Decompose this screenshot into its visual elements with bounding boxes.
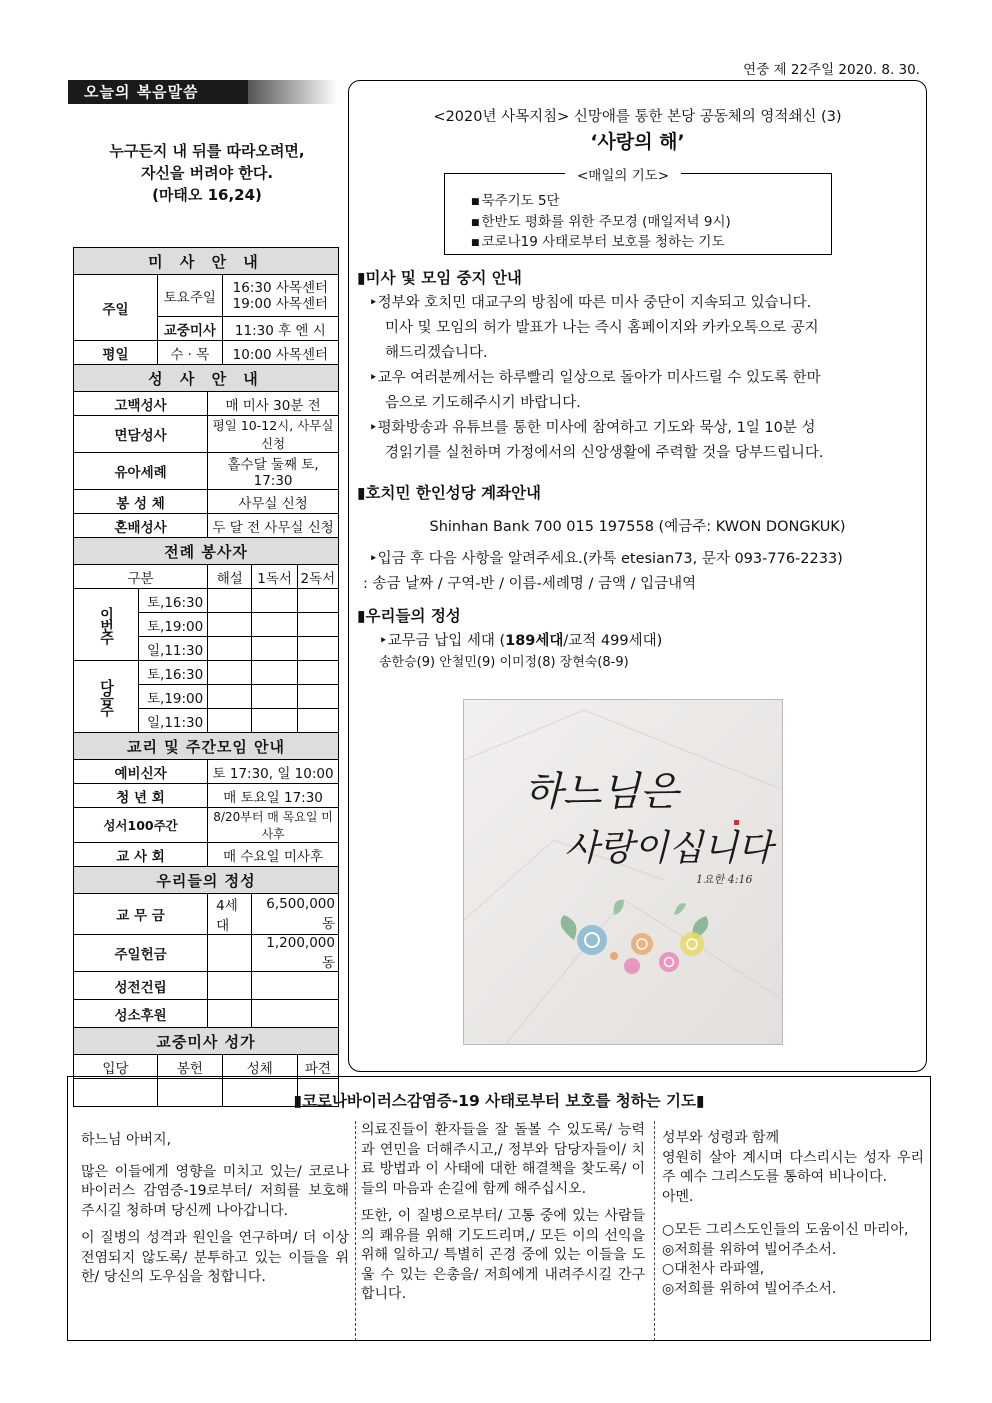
server-slot: 토,19:00	[139, 685, 208, 709]
daily-prayer-box	[444, 168, 832, 255]
block-bullet-icon: ▮	[357, 484, 366, 502]
triangle-bullet-icon: ‣	[369, 295, 378, 311]
sunday-label: 주일	[74, 275, 158, 341]
servers-header: 해설	[208, 565, 252, 589]
sacrament-value: 홀수달 둘째 토, 17:30	[208, 453, 339, 490]
hymn-header: 성체	[222, 1055, 297, 1079]
list-item: ■ 묵주기도 5단	[471, 193, 560, 209]
hymns-section-title: 교중미사 성가	[74, 1028, 339, 1055]
servers-section-title: 전례 봉사자	[74, 538, 339, 565]
next-week-label: 다음주	[74, 661, 139, 733]
server-slot: 일,11:30	[139, 637, 208, 661]
prayer-column-3: 성부와 성령과 함께 영원히 살아 계시며 다스리시는 성자 우리 주 예수 그리스도를 통하여 비나이다. 아멘. ○모든 그리스도인들의 도움이신 마리아, ◎저희를 위하여 빌어주소서. ○대천사 라파엘, ◎저희를 위하여 빌어주소서.	[662, 1130, 924, 1297]
triangle-bullet-icon: ‣	[369, 551, 378, 567]
server-slot: 토,16:30	[139, 589, 208, 613]
hymn-header: 파견	[297, 1055, 338, 1079]
list-item: ■ 코로나19 사태로부터 보호를 청하는 기도	[471, 234, 725, 250]
gospel-line-1: 누구든지 내 뒤를 따라오려면,	[109, 142, 305, 160]
triangle-bullet-icon: ‣	[369, 370, 378, 386]
servers-header: 1독서	[252, 565, 297, 589]
weekday-days: 수 · 목	[157, 341, 222, 365]
offering-label: 주일헌금	[74, 935, 208, 972]
triangle-bullet-icon: ‣	[379, 633, 388, 649]
block-bullet-icon: ▮	[357, 607, 366, 625]
sacraments-section-title: 성 사 안 내	[74, 365, 339, 392]
red-seal-icon	[734, 820, 739, 825]
square-bullet-icon: ■	[471, 197, 480, 207]
column-divider	[355, 1121, 356, 1341]
sat-time-1: 16:30 사목센터	[232, 279, 329, 296]
pastoral-title: <2020년 사목지침> 신망애를 통한 본당 공동체의 영적쇄신 (3)	[433, 109, 842, 125]
offerings-notice: ‣교무금 납입 세대 (189세대/교적 499세대) 송한승(9) 안철민(9) 이미정(8) 장현숙(8-9)	[379, 633, 663, 670]
calligraphy-line-2: 사랑이십니다	[564, 828, 773, 869]
catechism-label: 청 년 회	[74, 784, 208, 808]
parish-mass-label: 교중미사	[157, 317, 222, 341]
offerings-section-title: 우리들의 정성	[74, 867, 339, 894]
weekday-label: 평일	[74, 341, 158, 365]
sacrament-label: 봉 성 체	[74, 490, 208, 514]
sacrament-label: 혼배성사	[74, 514, 208, 538]
server-slot: 토,16:30	[139, 661, 208, 685]
weekday-time: 10:00 사목센터	[222, 341, 338, 365]
catechism-section-title: 교리 및 주간모임 안내	[74, 733, 339, 760]
gospel-line-2: 자신을 버려야 한다.	[140, 164, 274, 182]
prayer-column-2: 의료진들이 환자들을 잘 돌볼 수 있도록/ 능력과 연민을 더해주시고,/ 정부와 담당자들이/ 치료 방법과 이 사태에 대한 해결책을 찾도록/ 이들의 마음과 손길에 함께 해주십시오. 또한, 이 질병으로부터/ 고통 중에 있는 사람들의 쾌유를 위해 기도드리며,/ 모든 이의 선익을 위해 일하고/ 특별히 곤경 중에 있는 이들을 도울 수 있는 은총을/ 저희에게 내려주시길 간구합니다.	[361, 1122, 645, 1302]
section-heading-offerings: ▮우리들의 정성	[357, 607, 461, 625]
catechism-value: 토 17:30, 일 10:00	[208, 760, 339, 784]
mass-notice: ‣정부와 호치민 대교구의 방침에 따른 미사 중단이 지속되고 있습니다. 미사 및 모임의 허가 발표가 나는 즉시 홈페이지와 카카오톡으로 공지 해드리겠습니다. ‣교우 여러분께서는 하루빨리 일상으로 돌아가 미사드릴 수 있도록 한마 음으로 기도해주시기 바랍니다. ‣평화방송과 유튜브를 통한 미사에 참여하고 기도와 묵상, 1일 10분 성 경읽기를 실천하며 가정에서의 신앙생활에 주력할 것을 당부드립니다.	[369, 295, 824, 461]
servers-header: 2독서	[297, 565, 338, 589]
catechism-label: 예비신자	[74, 760, 208, 784]
gospel-banner-label: 오늘의 복음말씀	[68, 80, 248, 104]
hymn-header: 입당	[74, 1055, 158, 1079]
servers-header: 구분	[74, 565, 208, 589]
triangle-bullet-icon: ‣	[369, 420, 378, 436]
calligraphy-artwork	[464, 700, 783, 1045]
offering-label: 교 무 금	[74, 894, 208, 935]
sacrament-value: 두 달 전 사무실 신청	[208, 514, 339, 538]
catechism-label: 교 사 회	[74, 843, 208, 867]
hymn-header: 봉헌	[157, 1055, 222, 1079]
catechism-label: 성서100주간	[74, 808, 208, 843]
sacrament-label: 면담성사	[74, 416, 208, 453]
gospel-banner-fade	[248, 80, 338, 104]
offering-label: 성전건립	[74, 972, 208, 1000]
square-bullet-icon: ■	[471, 238, 480, 248]
bank-account: Shinhan Bank 700 015 197558 (예금주: KWON DONGKUK)	[429, 519, 846, 535]
covid-prayer-box	[67, 1076, 931, 1341]
section-heading-mass: ▮미사 및 모임 중지 안내	[357, 269, 522, 287]
info-table	[73, 247, 339, 1107]
pastoral-subtitle: ‘사랑의 해’	[590, 131, 685, 153]
calligraphy-verse: 1요한 4:16	[696, 873, 753, 886]
offering-amount: 1,200,000동	[252, 935, 339, 972]
this-week-label: 이번주	[74, 589, 139, 661]
date-line: 연중 제 22주일 2020. 8. 30.	[743, 62, 920, 78]
pastoral-notice-box	[348, 80, 927, 1072]
sacrament-value: 매 미사 30분 전	[208, 392, 339, 416]
covid-prayer-title: ▮코로나바이러스감염증-19 사태로부터 보호를 청하는 기도▮	[293, 1092, 705, 1110]
server-slot: 토,19:00	[139, 613, 208, 637]
bank-instructions: ‣입금 후 다음 사항을 알려주세요.(카톡 etesian73, 문자 093-776-2233) : 송금 날짜 / 구역-반 / 이름-세례명 / 금액 / 입금내역	[363, 551, 843, 592]
sacrament-label: 유아세례	[74, 453, 208, 490]
daily-prayer-title: <매일의 기도>	[565, 164, 681, 184]
mass-section-title: 미 사 안 내	[74, 248, 339, 275]
gospel-verse	[72, 140, 342, 206]
catechism-value: 8/20부터 매 목요일 미사후	[208, 808, 339, 843]
server-slot: 일,11:30	[139, 709, 208, 733]
square-bullet-icon: ■	[471, 217, 480, 228]
prayer-column-1: 하느님 아버지, 많은 이들에게 영향을 미치고 있는/ 코로나 바이러스 감염증-19로부터/ 저희를 보호해주시길 청하며 당신께 나아갑니다. 이 질병의 성격과 원인을 연구하며/ 더 이상 전염되지 않도록/ 분투하고 있는 이들을 위한/ 당신의 도우심을 청합니다.	[81, 1132, 349, 1285]
offering-amount: 6,500,000동	[252, 894, 339, 935]
column-divider	[654, 1121, 655, 1341]
section-heading-bank: ▮호치민 한인성당 계좌안내	[357, 484, 542, 502]
sacrament-value: 사무실 신청	[208, 490, 339, 514]
parish-mass-time: 11:30 후 엔 시	[222, 317, 338, 341]
gospel-citation: (마태오 16,24)	[152, 186, 262, 204]
sat-label: 토요주일	[157, 275, 222, 317]
block-bullet-icon: ▮	[357, 269, 366, 287]
offering-label: 성소후원	[74, 1000, 208, 1028]
offering-households: 4세대	[208, 894, 252, 935]
calligraphy-image	[463, 699, 783, 1045]
list-item: ■ 한반도 평화를 위한 주모경 (매일저녁 9시)	[471, 213, 731, 230]
sacrament-label: 고백성사	[74, 392, 208, 416]
sacrament-value: 평일 10-12시, 사무실신청	[208, 416, 339, 453]
catechism-value: 매 토요일 17:30	[208, 784, 339, 808]
calligraphy-line-1: 하느님은	[524, 769, 679, 815]
catechism-value: 매 수요일 미사후	[208, 843, 339, 867]
gospel-banner	[68, 80, 338, 104]
sat-time-2: 19:00 사목센터	[232, 295, 329, 312]
